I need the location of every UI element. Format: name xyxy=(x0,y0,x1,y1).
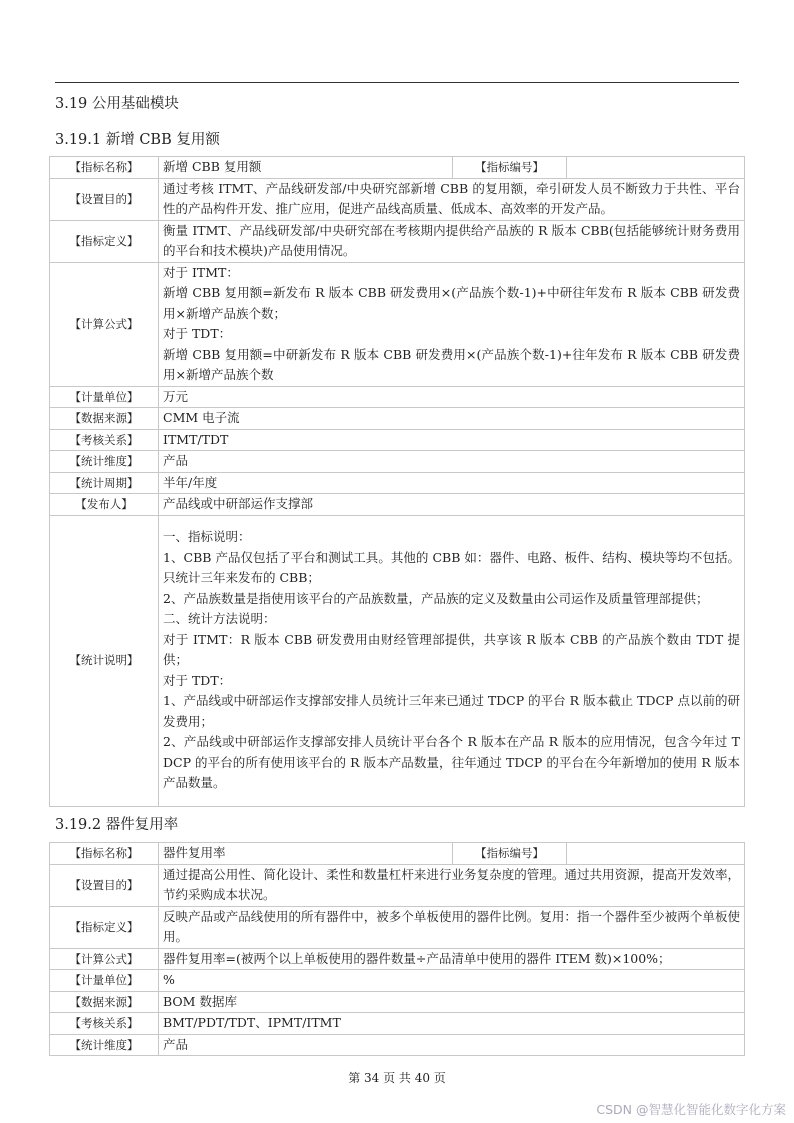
label-cell: 【指标编号】 xyxy=(453,157,567,179)
label-cell: 【统计维度】 xyxy=(50,1034,159,1056)
label-cell: 【数据来源】 xyxy=(50,408,159,430)
text-line: 对于 TDT： xyxy=(163,672,232,688)
label-cell: 【指标定义】 xyxy=(50,906,159,948)
table-row xyxy=(50,262,745,386)
value-cell: 器件复用率=(被两个以上单板使用的器件数量÷产品清单中使用的器件 ITEM 数)×100%； xyxy=(159,948,745,970)
label-cell: 【考核关系】 xyxy=(50,429,159,451)
text-line: 2、产品族数量是指使用该平台的产品族数量，产品族的定义及数量由公司运作及质量管理部提供； xyxy=(163,590,709,606)
label-cell: 【统计说明】 xyxy=(50,515,159,806)
table-row xyxy=(50,157,745,179)
subsection-title-device: 3.19.2 器件复用率 xyxy=(55,817,179,833)
section-title: 3.19 公用基础模块 xyxy=(55,96,179,112)
header-rule xyxy=(55,82,739,83)
value-cell: 器件复用率 xyxy=(159,843,453,865)
watermark: CSDN @智慧化智能化数字化方案 xyxy=(596,1102,786,1117)
label-cell: 【数据来源】 xyxy=(50,991,159,1013)
table-row xyxy=(50,429,745,451)
label-cell: 【计量单位】 xyxy=(50,386,159,408)
value-cell: 通过考核 ITMT、产品线研发部/中央研究部新增 CBB 的复用额，牵引研发人员不断致力于共性、平台性的产品构件开发、推广应用，促进产品线高质量、低成本、高效率的开发产品。 xyxy=(159,178,745,220)
text-line: 二、统计方法说明： xyxy=(163,611,276,627)
value-cell: 产品线或中研部运作支撑部 xyxy=(159,494,745,516)
label-cell: 【统计周期】 xyxy=(50,472,159,494)
table-row xyxy=(50,1034,745,1056)
value-cell: 产品 xyxy=(159,1034,745,1056)
value-cell: 衡量 ITMT、产品线研发部/中央研究部在考核期内提供给产品族的 R 版本 CBB(包括能够统计财务费用的平台和技术模块)产品使用情况。 xyxy=(159,220,745,262)
kpi-table-cbb xyxy=(49,156,745,807)
table-row xyxy=(50,843,745,865)
label-cell: 【考核关系】 xyxy=(50,1013,159,1035)
table-row xyxy=(50,1013,745,1035)
table-row xyxy=(50,472,745,494)
page-footer: 第 34 页 共 40 页 xyxy=(348,1071,446,1085)
text-line: 对于 ITMT：R 版本 CBB 研发费用由财经管理部提供，共享该 R 版本 CBB 的产品族个数由 TDT 提供； xyxy=(163,631,740,668)
kpi-table-device xyxy=(49,842,745,1056)
value-cell xyxy=(159,262,745,386)
label-cell: 【指标定义】 xyxy=(50,220,159,262)
value-cell: 反映产品或产品线使用的所有器件中，被多个单板使用的器件比例。复用：指一个器件至少被两个单板使用。 xyxy=(159,906,745,948)
table-row xyxy=(50,178,745,220)
table-row xyxy=(50,494,745,516)
table-row xyxy=(50,970,745,992)
text-line: 1、CBB 产品仅包括了平台和测试工具。其他的 CBB 如：器件、电路、板件、结构、模块等均不包括。只统计三年来发布的 CBB； xyxy=(163,549,740,586)
value-cell: 半年/年度 xyxy=(159,472,745,494)
table-row xyxy=(50,386,745,408)
value-cell xyxy=(567,157,745,179)
subsection-title-cbb: 3.19.1 新增 CBB 复用额 xyxy=(55,132,220,148)
label-cell: 【统计维度】 xyxy=(50,451,159,473)
text-line: 对于 ITMT： xyxy=(163,264,239,280)
label-cell: 【指标名称】 xyxy=(50,843,159,865)
text-line: 1、产品线或中研部运作支撑部安排人员统计三年来已通过 TDCP 的平台 R 版本截止 TDCP 点以前的研发费用； xyxy=(163,693,740,729)
table-row xyxy=(50,948,745,970)
text-line: 2、产品线或中研部运作支撑部安排人员统计平台各个 R 版本在产品 R 版本的应用情况，包含今年过 TDCP 的平台的所有使用该平台的 R 版本产品数量，往年通过 TDCP 的平台在今年新增加的使用 R 版本产品数量。 xyxy=(163,734,740,791)
value-cell: 万元 xyxy=(159,386,745,408)
label-cell: 【指标名称】 xyxy=(50,157,159,179)
label-cell: 【计算公式】 xyxy=(50,262,159,386)
value-cell xyxy=(567,843,745,865)
value-cell xyxy=(159,515,745,806)
value-cell: 通过提高公用性、简化设计、柔性和数量杠杆来进行业务复杂度的管理。通过共用资源，提高开发效率，节约采购成本状况。 xyxy=(159,864,745,906)
label-cell: 【计量单位】 xyxy=(50,970,159,992)
value-cell: BOM 数据库 xyxy=(159,991,745,1013)
table-row xyxy=(50,451,745,473)
label-cell: 【发布人】 xyxy=(50,494,159,516)
table-row xyxy=(50,864,745,906)
label-cell: 【指标编号】 xyxy=(453,843,567,865)
text-line: 一、指标说明： xyxy=(163,529,251,545)
value-cell: ITMT/TDT xyxy=(159,429,745,451)
table-row xyxy=(50,906,745,948)
text-line: 新增 CBB 复用额=中研新发布 R 版本 CBB 研发费用×(产品族个数-1)+往年发布 R 版本 CBB 研发费用×新增产品族个数 xyxy=(163,346,740,382)
value-cell: 产品 xyxy=(159,451,745,473)
value-cell: BMT/PDT/TDT、IPMT/ITMT xyxy=(159,1013,745,1035)
value-cell: % xyxy=(159,970,745,992)
table-row xyxy=(50,515,745,806)
table-row xyxy=(50,408,745,430)
value-cell: CMM 电子流 xyxy=(159,408,745,430)
label-cell: 【设置目的】 xyxy=(50,864,159,906)
label-cell: 【设置目的】 xyxy=(50,178,159,220)
label-cell: 【计算公式】 xyxy=(50,948,159,970)
table-row xyxy=(50,220,745,262)
text-line: 对于 TDT： xyxy=(163,326,232,341)
text-line: 新增 CBB 复用额=新发布 R 版本 CBB 研发费用×(产品族个数-1)+中研往年发布 R 版本 CBB 研发费用×新增产品族个数； xyxy=(163,285,740,321)
value-cell: 新增 CBB 复用额 xyxy=(159,157,453,179)
table-row xyxy=(50,991,745,1013)
